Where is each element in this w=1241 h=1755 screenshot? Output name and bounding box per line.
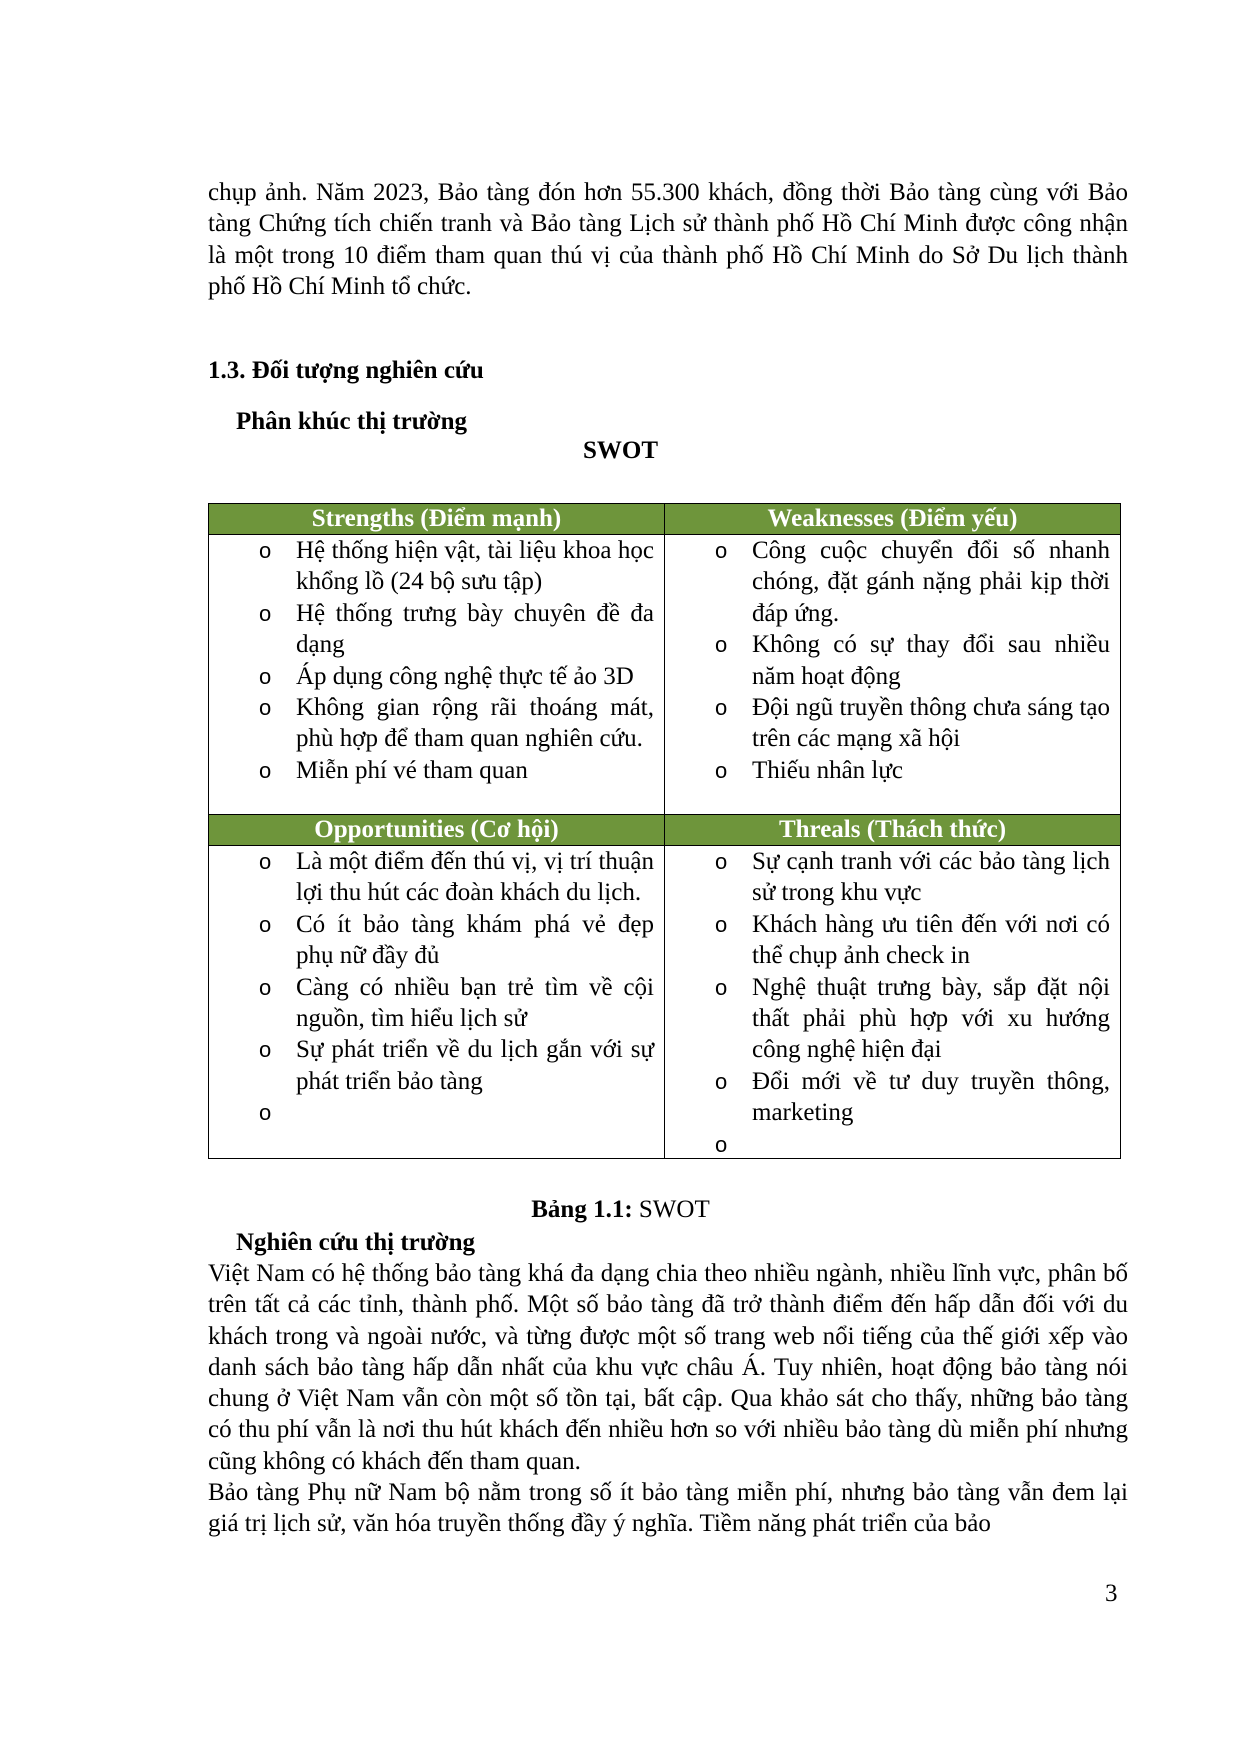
- swot-item-text: Khách hàng ưu tiên đến với nơi có thể chụp ảnh check in: [752, 910, 1110, 970]
- swot-item-text: Có ít bảo tàng khám phá vẻ đẹp phụ nữ đầy đủ: [296, 910, 654, 970]
- swot-item: [209, 755, 664, 786]
- swot-item: [209, 692, 664, 755]
- bullet-icon: o: [259, 757, 272, 783]
- swot-item-text: Sự cạnh tranh với các bảo tàng lịch sử trong khu vực: [752, 848, 1110, 907]
- weaknesses-list: [665, 535, 1120, 786]
- swot-item: [665, 972, 1120, 1066]
- bullet-icon: o: [715, 1068, 728, 1094]
- swot-item: [209, 846, 664, 909]
- section-heading: 1.3. Đối tượng nghiên cứu: [208, 357, 484, 384]
- page-number: 3: [1105, 1580, 1118, 1607]
- weaknesses-header: Weaknesses (Điểm yếu): [665, 504, 1121, 535]
- swot-item: [209, 535, 664, 598]
- swot-item: [665, 846, 1120, 909]
- swot-item-text: Đổi mới về tư duy truyền thông, marketing: [752, 1067, 1110, 1127]
- bullet-icon: o: [259, 1100, 272, 1126]
- bullet-icon: o: [259, 695, 272, 721]
- threats-list: [665, 846, 1120, 1157]
- swot-item: [665, 535, 1120, 629]
- strengths-header: Strengths (Điểm mạnh): [209, 504, 665, 535]
- caption-text: SWOT: [632, 1196, 710, 1223]
- swot-item: [209, 1034, 664, 1097]
- weaknesses-cell: [665, 535, 1121, 815]
- bullet-icon: o: [259, 974, 272, 1000]
- bullet-icon: o: [259, 1037, 272, 1063]
- swot-item-text: Không gian rộng rãi thoáng mát, phù hợp để tham quan nghiên cứu.: [296, 694, 654, 753]
- bullet-icon: o: [715, 632, 728, 658]
- swot-item-text: Càng có nhiều bạn trẻ tìm về cội nguồn, tìm hiểu lịch sử: [296, 973, 654, 1033]
- bullet-icon: o: [259, 600, 272, 626]
- swot-item: [665, 909, 1120, 972]
- threats-header: Threals (Thách thức): [665, 815, 1121, 846]
- swot-item: [665, 755, 1120, 786]
- swot-item-text: Áp dụng công nghệ thực tế ảo 3D: [296, 662, 634, 690]
- research-paragraph-2: Bảo tàng Phụ nữ Nam bộ nằm trong số ít bảo tàng miễn phí, nhưng bảo tàng vẫn đem lại giá trị lịch sử, văn hóa truyền thống đầy ý nghĩa. Tiềm năng phát triển của bảo: [208, 1479, 1128, 1538]
- swot-table: [208, 503, 1121, 1159]
- caption-label: Bảng 1.1:: [531, 1196, 633, 1223]
- subheading-research: Nghiên cứu thị trường: [236, 1229, 476, 1256]
- bullet-icon: o: [715, 911, 728, 937]
- intro-paragraph: chụp ảnh. Năm 2023, Bảo tàng đón hơn 55.300 khách, đồng thời Bảo tàng cùng với Bảo tàng Chứng tích chiến tranh và Bảo tàng Lịch sử thành phố Hồ Chí Minh được công nhận là một trong 10 điểm tham quan thú vị của thành phố Hồ Chí Minh do Sở Du lịch thành phố Hồ Chí Minh tổ chức.: [208, 179, 1128, 300]
- table-caption: [0, 1196, 1241, 1224]
- strengths-cell: [209, 535, 665, 815]
- swot-item-text: Nghệ thuật trưng bày, sắp đặt nội thất phải phù hợp với xu hướng công nghệ hiện đại: [752, 973, 1110, 1064]
- swot-item: [209, 661, 664, 692]
- swot-item-text: Sự phát triển về du lịch gắn với sự phát triển bảo tàng: [296, 1036, 654, 1095]
- bullet-icon: o: [715, 538, 728, 563]
- bullet-icon: o: [715, 1131, 728, 1157]
- bullet-icon: o: [715, 974, 728, 1000]
- opportunities-header: Opportunities (Cơ hội): [209, 815, 665, 846]
- swot-item-text: Thiếu nhân lực: [752, 756, 904, 784]
- swot-item-text: Là một điểm đến thú vị, vị trí thuận lợi thu hút các đoàn khách du lịch.: [296, 848, 654, 907]
- swot-item-text: Miễn phí vé tham quan: [296, 756, 528, 784]
- swot-item-text: Công cuộc chuyển đổi số nhanh chóng, đặt gánh nặng phải kịp thời đáp ứng.: [752, 537, 1110, 627]
- bullet-icon: o: [259, 911, 272, 937]
- bullet-icon: o: [715, 757, 728, 783]
- swot-title: SWOT: [582, 437, 659, 464]
- swot-item: [209, 598, 664, 661]
- swot-item: [665, 692, 1120, 755]
- opportunities-list: [209, 846, 664, 1126]
- bullet-icon: o: [715, 695, 728, 721]
- swot-item: [665, 629, 1120, 692]
- threats-cell: [665, 846, 1121, 1159]
- opportunities-cell: [209, 846, 665, 1159]
- research-paragraph-1: Việt Nam có hệ thống bảo tàng khá đa dạng chia theo nhiều ngành, nhiều lĩnh vực, phân bố trên tất cả các tỉnh, thành phố. Một số bảo tàng đã trở thành điểm đến hấp dẫn đối với du khách trong và ngoài nước, và từng được một số trang web nổi tiếng của thế giới xếp vào danh sách bảo tàng hấp dẫn nhất của khu vực châu Á. Tuy nhiên, hoạt động bảo tàng nói chung ở Việt Nam vẫn còn một số tồn tại, bất cập. Qua khảo sát cho thấy, những bảo tàng có thu phí vẫn là nơi thu hút khách đến nhiều hơn so với nhiều bảo tàng dù miễn phí nhưng cũng không có khách đến tham quan.: [208, 1260, 1128, 1475]
- swot-item-text: Không có sự thay đổi sau nhiều năm hoạt động: [752, 631, 1110, 690]
- bullet-icon: o: [259, 849, 272, 874]
- swot-item: [665, 1066, 1120, 1129]
- swot-item-text: Đội ngũ truyền thông chưa sáng tạo trên các mạng xã hội: [752, 694, 1110, 753]
- swot-item: [209, 972, 664, 1035]
- swot-item: [209, 909, 664, 972]
- swot-item-text: Hệ thống trưng bày chuyên đề đa dạng: [296, 599, 654, 659]
- swot-item-text: Hệ thống hiện vật, tài liệu khoa học khổng lồ (24 bộ sưu tập): [296, 537, 654, 596]
- bullet-icon: o: [715, 849, 728, 874]
- bullet-icon: o: [259, 663, 272, 689]
- bullet-icon: o: [259, 538, 272, 563]
- strengths-list: [209, 535, 664, 786]
- subheading-segmentation: Phân khúc thị trường: [236, 408, 467, 435]
